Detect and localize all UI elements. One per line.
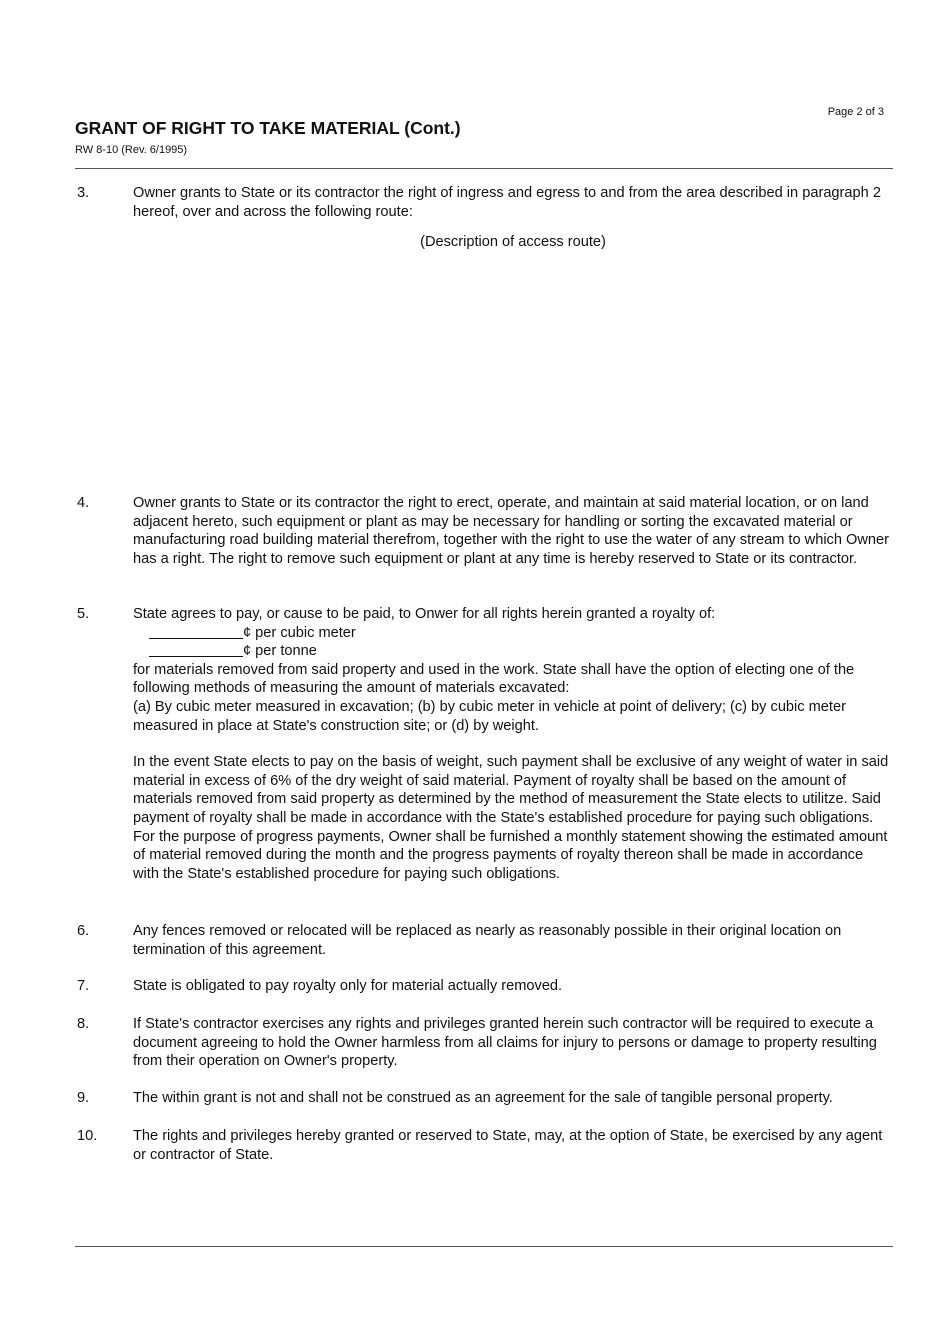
clause-text: The rights and privileges hereby granted or reserved to State, may, at the option of State, be exercised by any agent or contractor of State. — [133, 1128, 883, 1163]
clause-number: 3. — [77, 185, 90, 201]
clause-6 — [75, 922, 893, 959]
clause-number: 4. — [77, 495, 90, 511]
clause-number: 8. — [77, 1016, 90, 1032]
rate-tonne-blank[interactable] — [149, 642, 243, 657]
rate-cubic-meter-line — [149, 624, 893, 643]
clause-number: 5. — [77, 606, 90, 622]
clause-number: 9. — [77, 1090, 90, 1106]
clause-4 — [75, 494, 893, 568]
access-route-caption: (Description of access route) — [420, 234, 606, 251]
clause-5 — [75, 605, 893, 883]
clause-text: State agrees to pay, or cause to be paid, to Onwer for all rights herein granted a royalty of: — [133, 606, 716, 622]
clause-text: State is obligated to pay royalty only for material actually removed. — [133, 978, 563, 994]
clause-number: 6. — [77, 923, 90, 939]
clause-3 — [75, 184, 893, 252]
header-divider — [75, 168, 893, 169]
clause-9 — [75, 1089, 893, 1108]
clause-text: The within grant is not and shall not be construed as an agreement for the sale of tangible personal property. — [133, 1090, 833, 1106]
clause-text: Owner grants to State or its contractor the right to erect, operate, and maintain at said material location, or on land adjacent hereto, such equipment or plant as may be necessary for handling or sorting the excavated material or manufacturing road building material therefrom, together with the right to use the water of any stream to which Owner has a right. The right to remove such equipment or plant at any time is hereby reserved to State or its contractor. — [133, 495, 890, 567]
clause-number: 7. — [77, 978, 90, 994]
clause-text: If State's contractor exercises any rights and privileges granted herein such contractor will be required to execute a document agreeing to hold the Owner harmless from all claims for injury to persons or damage to property resulting from their operation on Owner's property. — [133, 1016, 877, 1070]
page-title: GRANT OF RIGHT TO TAKE MATERIAL (Cont.) — [75, 118, 461, 138]
clause-text-methods: (a) By cubic meter measured in excavation; (b) by cubic meter in vehicle at point of delivery; (c) by cubic meter measured in place at State's construction site; or (d) by weight. — [133, 698, 846, 734]
rate-tonne-line — [149, 642, 893, 661]
page-number: Page 2 of 3 — [827, 106, 884, 118]
form-id: RW 8-10 (Rev. 6/1995) — [75, 144, 188, 156]
clause-10 — [75, 1127, 893, 1164]
rate-cubic-meter-label: ¢ per cubic meter — [243, 624, 356, 641]
clause-text-weight-payment: In the event State elects to pay on the basis of weight, such payment shall be exclusive of any weight of water in said material in excess of 6% of the dry weight of said material. Payment of royalty shall be based on the amount of materials removed from said property as determined by the method of measurement the State elects to utilitze. Said payment of royalty shall be made in accordance with the State's established procedure for paying such obligations. For the purpose of progress payments, Owner shall be furnished a monthly statement showing the estimated amount of material removed during the month and the progress payments of royalty thereon shall be made in accordance with the State's established procedure for paying such obligations. — [133, 754, 889, 882]
clause-8 — [75, 1015, 893, 1071]
clause-text: Owner grants to State or its contractor the right of ingress and egress to and from the area described in paragraph 2 hereof, over and across the following route: — [133, 185, 881, 220]
footer-divider — [75, 1246, 893, 1247]
clause-text: Any fences removed or relocated will be replaced as nearly as reasonably possible in their original location on termination of this agreement. — [133, 923, 842, 958]
rate-cubic-meter-blank[interactable] — [149, 624, 243, 639]
clause-7 — [75, 977, 893, 996]
rate-tonne-label: ¢ per tonne — [243, 643, 317, 660]
clause-text-measurement-option: for materials removed from said property and used in the work. State shall have the option of electing one of the following methods of measuring the amount of materials excavated: — [133, 661, 855, 697]
clause-number: 10. — [77, 1128, 98, 1144]
